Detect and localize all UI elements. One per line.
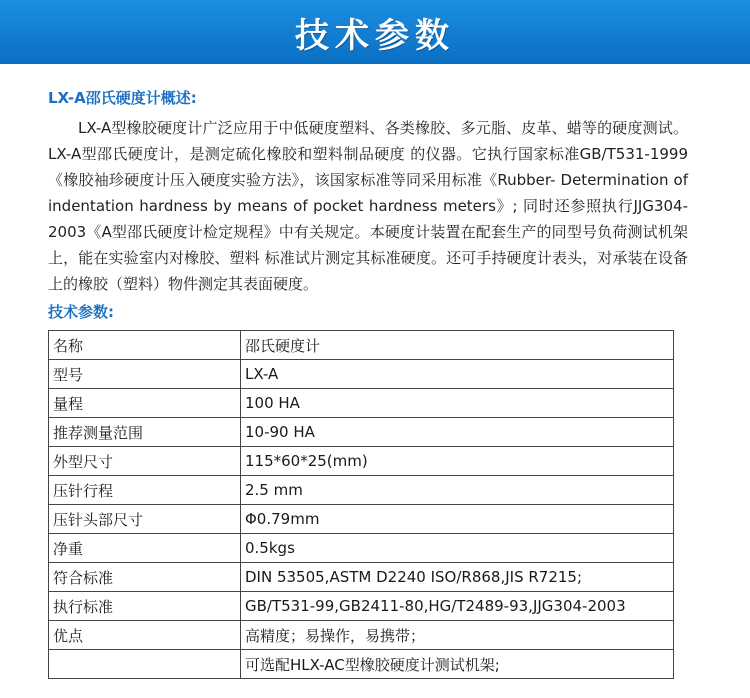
table-row xyxy=(49,563,674,592)
spec-key-cell: 压针头部尺寸 xyxy=(49,505,241,534)
spec-value-cell: 100 HA xyxy=(241,389,674,418)
spec-value-cell: 115*60*25(mm) xyxy=(241,447,674,476)
table-row xyxy=(49,592,674,621)
spec-key-cell: 符合标准 xyxy=(49,563,241,592)
table-row xyxy=(49,418,674,447)
specs-heading: 技术参数: xyxy=(48,303,114,321)
spec-key-cell: 外型尺寸 xyxy=(49,447,241,476)
table-row xyxy=(49,476,674,505)
spec-key-cell: 执行标准 xyxy=(49,592,241,621)
spec-key-cell: 型号 xyxy=(49,360,241,389)
spec-value-cell: 0.5kgs xyxy=(241,534,674,563)
spec-key-cell: 优点 xyxy=(49,621,241,650)
spec-table xyxy=(48,330,674,679)
spec-value-cell: GB/T531-99,GB2411-80,HG/T2489-93,JJG304-2003 xyxy=(241,592,674,621)
table-row xyxy=(49,534,674,563)
table-row xyxy=(49,650,674,679)
table-row xyxy=(49,331,674,360)
spec-key-cell xyxy=(49,650,241,679)
spec-value-cell: 邵氏硬度计 xyxy=(241,331,674,360)
spec-value-cell: DIN 53505,ASTM D2240 ISO/R868,JIS R7215; xyxy=(241,563,674,592)
table-row xyxy=(49,389,674,418)
overview-heading: LX-A邵氏硬度计概述: xyxy=(48,89,197,107)
spec-value-cell: LX-A xyxy=(241,360,674,389)
table-row xyxy=(49,447,674,476)
spec-key-cell: 压针行程 xyxy=(49,476,241,505)
table-row xyxy=(49,621,674,650)
table-row xyxy=(49,360,674,389)
spec-value-cell: 10-90 HA xyxy=(241,418,674,447)
overview-paragraph: LX-A型橡胶硬度计广泛应用于中低硬度塑料、各类橡胶、多元脂、皮革、蜡等的硬度测试。LX-A型邵氏硬度计，是测定硫化橡胶和塑料制品硬度 的仪器。它执行国家标准GB/T531-1999《橡胶袖珍硬度计压入硬度实验方法》，该国家标准等同采用标准《Rubber- Determination of indentation hardness by means of pocket hardness meters》; 同时还参照执行JJG304-2003《A型邵氏硬度计检定规程》中有关规定。本硬度计装置在配套生产的同型号负荷测试机架上，能在实验室内对橡胶、塑料 标准试片测定其标准硬度。还可手持硬度计表头，对承装在设备上的橡胶（塑料）物件测定其表面硬度。 xyxy=(48,119,688,293)
page-title: 技术参数 xyxy=(295,15,455,56)
table-row xyxy=(49,505,674,534)
spec-value-cell: 2.5 mm xyxy=(241,476,674,505)
spec-key-cell: 推荐测量范围 xyxy=(49,418,241,447)
spec-key-cell: 净重 xyxy=(49,534,241,563)
spec-key-cell: 名称 xyxy=(49,331,241,360)
spec-key-cell: 量程 xyxy=(49,389,241,418)
spec-value-cell: 高精度；易操作，易携带； xyxy=(241,621,674,650)
header-banner xyxy=(0,0,750,64)
spec-value-cell: 可选配HLX-AC型橡胶硬度计测试机架; xyxy=(241,650,674,679)
spec-value-cell: Φ0.79mm xyxy=(241,505,674,534)
